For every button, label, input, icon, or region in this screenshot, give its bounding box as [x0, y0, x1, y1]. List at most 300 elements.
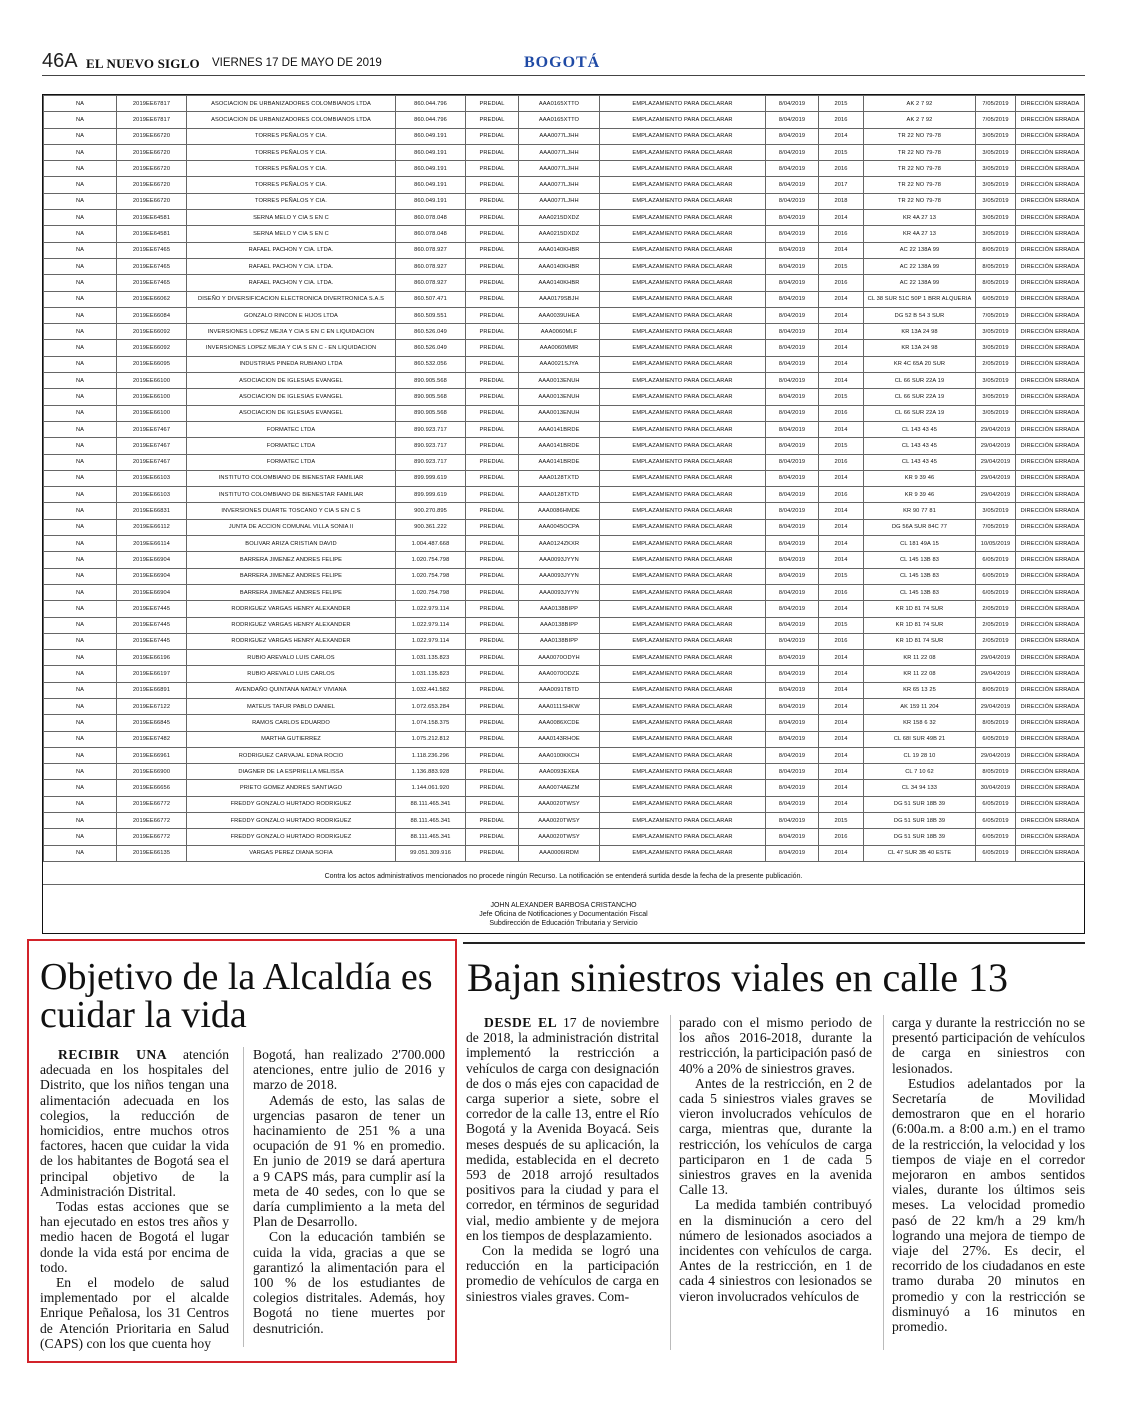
cell-return-reason: DIRECCIÓN ERRADA — [1016, 356, 1085, 372]
cell-id-number: 860.507.471 — [396, 291, 466, 307]
table-row — [44, 813, 1085, 829]
cell-tax-year: 2014 — [819, 780, 864, 796]
cell-act-type: EMPLAZAMIENTO PARA DECLARAR — [600, 747, 766, 763]
cell-id-number: 860.044.796 — [396, 112, 466, 128]
table-row — [44, 470, 1085, 486]
cell-return-reason: DIRECCIÓN ERRADA — [1016, 340, 1085, 356]
cell-return-reason: DIRECCIÓN ERRADA — [1016, 536, 1085, 552]
cell-id-number: 1.031.135.823 — [396, 666, 466, 682]
cell-act-date: 8/04/2019 — [766, 617, 819, 633]
cell-act-date: 8/04/2019 — [766, 503, 819, 519]
cell-act-type: EMPLAZAMIENTO PARA DECLARAR — [600, 438, 766, 454]
cell-return-reason: DIRECCIÓN ERRADA — [1016, 584, 1085, 600]
cell-taxpayer-name: RAFAEL PACHON Y CIA. LTDA. — [187, 258, 396, 274]
cell-act-number: 2019EE66904 — [117, 568, 187, 584]
cell-return-reason: DIRECCIÓN ERRADA — [1016, 633, 1085, 649]
cell-act-type: EMPLAZAMIENTO PARA DECLARAR — [600, 112, 766, 128]
cell-id-number: 1.074.158.375 — [396, 715, 466, 731]
cell-taxpayer-name: MATEUS TAFUR PABLO DANIEL — [187, 698, 396, 714]
cell-act-type: EMPLAZAMIENTO PARA DECLARAR — [600, 731, 766, 747]
cell-act-number: 2019EE66100 — [117, 373, 187, 389]
cell-act-number: 2019EE67467 — [117, 454, 187, 470]
cell-act-date: 8/04/2019 — [766, 813, 819, 829]
cell-act-type: EMPLAZAMIENTO PARA DECLARAR — [600, 487, 766, 503]
cell-tax-year: 2014 — [819, 650, 864, 666]
cell-return-reason: DIRECCIÓN ERRADA — [1016, 324, 1085, 340]
cell-tax-year: 2016 — [819, 829, 864, 845]
cell-address: CL 68I SUR 49B 21 — [864, 731, 976, 747]
cell-return-reason: DIRECCIÓN ERRADA — [1016, 650, 1085, 666]
cell-act-number: 2019EE67445 — [117, 601, 187, 617]
cell-return-reason: DIRECCIÓN ERRADA — [1016, 682, 1085, 698]
cell-act-number: 2019EE66772 — [117, 813, 187, 829]
cell-origin: NA — [44, 633, 117, 649]
cell-taxpayer-name: TORRES PEÑALOS Y CIA. — [187, 161, 396, 177]
cell-origin: NA — [44, 161, 117, 177]
cell-address: CL 66 SUR 22A 19 — [864, 405, 976, 421]
cell-taxpayer-name: DISEÑO Y DIVERSIFICACION ELECTRONICA DIVERTRONICA S.A.S — [187, 291, 396, 307]
cell-return-reason: DIRECCIÓN ERRADA — [1016, 829, 1085, 845]
cell-return-reason: DIRECCIÓN ERRADA — [1016, 226, 1085, 242]
cell-chip: AAA0060MMR — [519, 340, 600, 356]
cell-id-number: 1.020.754.798 — [396, 568, 466, 584]
cell-return-reason: DIRECCIÓN ERRADA — [1016, 438, 1085, 454]
cell-address: TR 22 NO 79-78 — [864, 193, 976, 209]
cell-taxpayer-name: FORMATEC LTDA — [187, 438, 396, 454]
cell-tax-type: PREDIAL — [466, 829, 519, 845]
cell-address: AK 2 7 92 — [864, 96, 976, 112]
paragraph: Bogotá, han realizado 2'700.000 atenciones, entre julio de 2016 y marzo de 2018. — [253, 1047, 445, 1093]
cell-tax-year: 2014 — [819, 845, 864, 861]
table-row — [44, 715, 1085, 731]
cell-return-date: 6/05/2019 — [976, 291, 1016, 307]
cell-id-number: 860.044.796 — [396, 96, 466, 112]
cell-chip: AAA0138BIPP — [519, 633, 600, 649]
cell-chip: AAA0086HMDE — [519, 503, 600, 519]
cell-act-date: 8/04/2019 — [766, 112, 819, 128]
cell-tax-year: 2014 — [819, 291, 864, 307]
column-rule — [883, 1015, 884, 1350]
cell-act-type: EMPLAZAMIENTO PARA DECLARAR — [600, 715, 766, 731]
cell-taxpayer-name: FREDDY GONZALO HURTADO RODRIGUEZ — [187, 813, 396, 829]
cell-chip: AAA0093JYYN — [519, 552, 600, 568]
cell-address: DG 56A SUR 84C 77 — [864, 519, 976, 535]
table-row — [44, 161, 1085, 177]
cell-id-number: 1.118.236.296 — [396, 747, 466, 763]
paragraph: Con la medida se logró una reducción en la participación promedio de vehículos de carga en siniestros viales graves. Com- — [466, 1243, 659, 1304]
cell-tax-year: 2016 — [819, 275, 864, 291]
table-row — [44, 454, 1085, 470]
cell-act-type: EMPLAZAMIENTO PARA DECLARAR — [600, 307, 766, 323]
cell-return-date: 2/05/2019 — [976, 633, 1016, 649]
article-right-headline: Bajan siniestros viales en calle 13 — [467, 955, 1008, 1000]
paragraph: atención adecuada en los hospitales del Distrito, que los niños tengan una alimentación adecuada en los colegios, la reducción de homicidios, entre muchos otros factores, hacen que cuidar la vida de los habitantes de Bogotá sea el principal objetivo de la Administración Distrital. — [40, 1047, 229, 1199]
cell-taxpayer-name: FORMATEC LTDA — [187, 421, 396, 437]
cell-chip: AAA0143RHOE — [519, 731, 600, 747]
table-row — [44, 552, 1085, 568]
cell-act-date: 8/04/2019 — [766, 829, 819, 845]
cell-origin: NA — [44, 552, 117, 568]
cell-id-number: 890.923.717 — [396, 421, 466, 437]
cell-return-reason: DIRECCIÓN ERRADA — [1016, 666, 1085, 682]
cell-return-reason: DIRECCIÓN ERRADA — [1016, 780, 1085, 796]
cell-id-number: 860.049.191 — [396, 177, 466, 193]
cell-tax-year: 2014 — [819, 242, 864, 258]
cell-id-number: 900.270.895 — [396, 503, 466, 519]
cell-act-type: EMPLAZAMIENTO PARA DECLARAR — [600, 242, 766, 258]
cell-act-number: 2019EE66114 — [117, 536, 187, 552]
cell-tax-year: 2015 — [819, 617, 864, 633]
cell-chip: AAA0140KHBR — [519, 242, 600, 258]
cell-id-number: 860.049.191 — [396, 128, 466, 144]
cell-act-date: 8/04/2019 — [766, 356, 819, 372]
cell-act-number: 2019EE66904 — [117, 584, 187, 600]
cell-origin: NA — [44, 487, 117, 503]
cell-id-number: 860.078.927 — [396, 275, 466, 291]
cell-act-date: 8/04/2019 — [766, 470, 819, 486]
cell-act-number: 2019EE67122 — [117, 698, 187, 714]
cell-taxpayer-name: SERNA MELO Y CIA S EN C — [187, 210, 396, 226]
cell-address: TR 22 NO 79-78 — [864, 161, 976, 177]
cell-tax-year: 2014 — [819, 503, 864, 519]
signatory-name: JOHN ALEXANDER BARBOSA CRISTANCHO — [490, 902, 637, 909]
cell-address: KR 9 39 46 — [864, 487, 976, 503]
cell-act-number: 2019EE67482 — [117, 731, 187, 747]
cell-origin: NA — [44, 568, 117, 584]
cell-act-date: 8/04/2019 — [766, 258, 819, 274]
cell-tax-year: 2014 — [819, 682, 864, 698]
cell-act-number: 2019EE66135 — [117, 845, 187, 861]
column-rule — [670, 1015, 671, 1350]
cell-return-date: 29/04/2019 — [976, 666, 1016, 682]
cell-act-number: 2019EE66720 — [117, 128, 187, 144]
cell-act-date: 8/04/2019 — [766, 421, 819, 437]
cell-chip: AAA0039UHEA — [519, 307, 600, 323]
table-row — [44, 747, 1085, 763]
cell-tax-type: PREDIAL — [466, 128, 519, 144]
cell-act-number: 2019EE67467 — [117, 421, 187, 437]
table-row — [44, 650, 1085, 666]
cell-origin: NA — [44, 829, 117, 845]
cell-tax-type: PREDIAL — [466, 715, 519, 731]
cell-chip: AAA0138BIPP — [519, 617, 600, 633]
cell-tax-type: PREDIAL — [466, 601, 519, 617]
cell-tax-type: PREDIAL — [466, 780, 519, 796]
cell-tax-type: PREDIAL — [466, 584, 519, 600]
cell-return-date: 3/05/2019 — [976, 128, 1016, 144]
cell-act-type: EMPLAZAMIENTO PARA DECLARAR — [600, 813, 766, 829]
cell-act-date: 8/04/2019 — [766, 161, 819, 177]
cell-id-number: 860.526.049 — [396, 324, 466, 340]
cell-act-date: 8/04/2019 — [766, 682, 819, 698]
cell-taxpayer-name: BARRERA JIMENEZ ANDRES FELIPE — [187, 584, 396, 600]
cell-return-reason: DIRECCIÓN ERRADA — [1016, 258, 1085, 274]
cell-return-date: 3/05/2019 — [976, 210, 1016, 226]
table-row — [44, 242, 1085, 258]
cell-tax-year: 2015 — [819, 258, 864, 274]
cell-origin: NA — [44, 324, 117, 340]
cell-tax-type: PREDIAL — [466, 389, 519, 405]
cell-act-type: EMPLAZAMIENTO PARA DECLARAR — [600, 258, 766, 274]
cell-act-number: 2019EE66095 — [117, 356, 187, 372]
cell-tax-year: 2016 — [819, 584, 864, 600]
cell-chip: AAA0013ENUH — [519, 405, 600, 421]
cell-taxpayer-name: RODRIGUEZ CARVAJAL EDNA ROCIO — [187, 747, 396, 763]
cell-tax-type: PREDIAL — [466, 226, 519, 242]
cell-tax-type: PREDIAL — [466, 519, 519, 535]
article-right-col-1 — [466, 1015, 659, 1304]
cell-return-reason: DIRECCIÓN ERRADA — [1016, 144, 1085, 160]
cell-act-number: 2019EE66656 — [117, 780, 187, 796]
cell-address: CL 66 SUR 22A 19 — [864, 389, 976, 405]
cell-return-reason: DIRECCIÓN ERRADA — [1016, 291, 1085, 307]
cell-act-type: EMPLAZAMIENTO PARA DECLARAR — [600, 421, 766, 437]
cell-origin: NA — [44, 258, 117, 274]
cell-act-date: 8/04/2019 — [766, 340, 819, 356]
cell-origin: NA — [44, 764, 117, 780]
cell-act-number: 2019EE67467 — [117, 438, 187, 454]
cell-address: CL 66 SUR 22A 19 — [864, 373, 976, 389]
lead-word: DESDE EL — [484, 1015, 558, 1030]
cell-tax-year: 2015 — [819, 568, 864, 584]
cell-chip: AAA0124ZKXR — [519, 536, 600, 552]
cell-return-date: 3/05/2019 — [976, 193, 1016, 209]
cell-act-type: EMPLAZAMIENTO PARA DECLARAR — [600, 650, 766, 666]
cell-act-number: 2019EE67445 — [117, 633, 187, 649]
table-row — [44, 128, 1085, 144]
cell-return-reason: DIRECCIÓN ERRADA — [1016, 747, 1085, 763]
cell-id-number: 890.923.717 — [396, 438, 466, 454]
cell-address: KR 11 22 08 — [864, 666, 976, 682]
cell-chip: AAA0141BRDE — [519, 454, 600, 470]
cell-id-number: 1.004.487.668 — [396, 536, 466, 552]
signature-block — [43, 901, 1084, 928]
cell-origin: NA — [44, 845, 117, 861]
cell-taxpayer-name: INSTITUTO COLOMBIANO DE BIENESTAR FAMILIAR — [187, 487, 396, 503]
cell-act-date: 8/04/2019 — [766, 389, 819, 405]
cell-id-number: 1.031.135.823 — [396, 650, 466, 666]
cell-return-date: 6/05/2019 — [976, 584, 1016, 600]
cell-address: AC 22 138A 99 — [864, 258, 976, 274]
cell-act-type: EMPLAZAMIENTO PARA DECLARAR — [600, 536, 766, 552]
cell-act-date: 8/04/2019 — [766, 650, 819, 666]
cell-id-number: 1.022.979.114 — [396, 601, 466, 617]
cell-act-type: EMPLAZAMIENTO PARA DECLARAR — [600, 568, 766, 584]
cell-origin: NA — [44, 144, 117, 160]
cell-address: CL 145 13B 83 — [864, 568, 976, 584]
cell-origin: NA — [44, 242, 117, 258]
paragraph: Con la educación también se cuida la vida, gracias a que se garantizó la alimentación para el 100 % de los estudiantes de colegios distritales. Además, hoy Bogotá no tiene muertes por desnutrición. — [253, 1229, 445, 1336]
cell-act-type: EMPLAZAMIENTO PARA DECLARAR — [600, 210, 766, 226]
cell-return-reason: DIRECCIÓN ERRADA — [1016, 177, 1085, 193]
table-row — [44, 633, 1085, 649]
cell-act-number: 2019EE66891 — [117, 682, 187, 698]
cell-tax-type: PREDIAL — [466, 275, 519, 291]
cell-tax-year: 2016 — [819, 226, 864, 242]
cell-return-reason: DIRECCIÓN ERRADA — [1016, 405, 1085, 421]
cell-act-date: 8/04/2019 — [766, 731, 819, 747]
cell-return-date: 3/05/2019 — [976, 340, 1016, 356]
cell-origin: NA — [44, 747, 117, 763]
cell-return-date: 3/05/2019 — [976, 144, 1016, 160]
cell-origin: NA — [44, 536, 117, 552]
cell-return-reason: DIRECCIÓN ERRADA — [1016, 519, 1085, 535]
cell-tax-year: 2016 — [819, 454, 864, 470]
table-row — [44, 177, 1085, 193]
cell-tax-year: 2014 — [819, 747, 864, 763]
paragraph: La medida también contribuyó en la disminución a cero del número de lesionados asociados a incidentes con vehículos de carga. Antes de la restricción, en 1 de cada 4 siniestros con lesionados se vieron involucrados vehículos de — [679, 1197, 872, 1304]
cell-return-date: 6/05/2019 — [976, 845, 1016, 861]
cell-act-number: 2019EE66904 — [117, 552, 187, 568]
cell-tax-type: PREDIAL — [466, 796, 519, 812]
cell-act-date: 8/04/2019 — [766, 519, 819, 535]
cell-tax-type: PREDIAL — [466, 177, 519, 193]
cell-id-number: 860.526.049 — [396, 340, 466, 356]
cell-origin: NA — [44, 291, 117, 307]
cell-act-type: EMPLAZAMIENTO PARA DECLARAR — [600, 389, 766, 405]
cell-id-number: 860.049.191 — [396, 144, 466, 160]
cell-act-date: 8/04/2019 — [766, 633, 819, 649]
cell-address: TR 22 NO 79-78 — [864, 128, 976, 144]
cell-tax-year: 2014 — [819, 601, 864, 617]
cell-taxpayer-name: RODRIGUEZ VARGAS HENRY ALEXANDER — [187, 633, 396, 649]
cell-taxpayer-name: AVENDAÑO QUINTANA NATALY VIVIANA — [187, 682, 396, 698]
cell-taxpayer-name: TORRES PEÑALOS Y CIA. — [187, 128, 396, 144]
cell-origin: NA — [44, 584, 117, 600]
cell-return-date: 3/05/2019 — [976, 226, 1016, 242]
cell-address: AK 159 11 204 — [864, 698, 976, 714]
cell-origin: NA — [44, 780, 117, 796]
cell-taxpayer-name: VARGAS PEREZ DIANA SOFIA — [187, 845, 396, 861]
paragraph: En el modelo de salud implementado por el alcalde Enrique Peñalosa, los 31 Centros de Atención Prioritaria en Salud (CAPS) con los que cuenta hoy — [40, 1275, 229, 1351]
cell-act-number: 2019EE66103 — [117, 487, 187, 503]
cell-origin: NA — [44, 226, 117, 242]
cell-return-date: 7/05/2019 — [976, 112, 1016, 128]
cell-origin: NA — [44, 617, 117, 633]
column-rule — [243, 1047, 244, 1347]
cell-address: AC 22 138A 99 — [864, 242, 976, 258]
cell-return-date: 6/05/2019 — [976, 796, 1016, 812]
cell-return-date: 3/05/2019 — [976, 324, 1016, 340]
cell-act-date: 8/04/2019 — [766, 291, 819, 307]
cell-tax-type: PREDIAL — [466, 698, 519, 714]
cell-act-type: EMPLAZAMIENTO PARA DECLARAR — [600, 291, 766, 307]
table-row — [44, 845, 1085, 861]
cell-act-type: EMPLAZAMIENTO PARA DECLARAR — [600, 666, 766, 682]
table-row — [44, 356, 1085, 372]
cell-return-date: 29/04/2019 — [976, 650, 1016, 666]
table-row — [44, 438, 1085, 454]
cell-act-type: EMPLAZAMIENTO PARA DECLARAR — [600, 601, 766, 617]
cell-act-type: EMPLAZAMIENTO PARA DECLARAR — [600, 454, 766, 470]
cell-tax-year: 2014 — [819, 698, 864, 714]
cell-return-reason: DIRECCIÓN ERRADA — [1016, 764, 1085, 780]
cell-tax-year: 2014 — [819, 340, 864, 356]
cell-tax-type: PREDIAL — [466, 747, 519, 763]
cell-chip: AAA0077LJHH — [519, 193, 600, 209]
paragraph: Antes de la restricción, en 2 de cada 5 siniestros viales graves se vieron involucrados vehículos de carga, mientras que, durante la restricción, los vehículos de carga participaron en 1 de cada 5 siniestros graves en la avenida Calle 13. — [679, 1075, 872, 1198]
cell-tax-year: 2018 — [819, 193, 864, 209]
cell-tax-year: 2014 — [819, 666, 864, 682]
table-row — [44, 373, 1085, 389]
cell-tax-year: 2016 — [819, 633, 864, 649]
cell-taxpayer-name: GONZALO RINCON E HIJOS LTDA — [187, 307, 396, 323]
cell-tax-year: 2014 — [819, 552, 864, 568]
table-row — [44, 210, 1085, 226]
cell-id-number: 1.022.979.114 — [396, 617, 466, 633]
cell-id-number: 1.032.441.582 — [396, 682, 466, 698]
cell-act-type: EMPLAZAMIENTO PARA DECLARAR — [600, 682, 766, 698]
cell-act-number: 2019EE64581 — [117, 226, 187, 242]
cell-tax-type: PREDIAL — [466, 503, 519, 519]
cell-address: CL 181 49A 15 — [864, 536, 976, 552]
table-row — [44, 698, 1085, 714]
section-title: BOGOTÁ — [524, 54, 601, 71]
cell-address: CL 19 28 10 — [864, 747, 976, 763]
cell-tax-type: PREDIAL — [466, 421, 519, 437]
cell-chip: AAA0215DXDZ — [519, 210, 600, 226]
cell-return-reason: DIRECCIÓN ERRADA — [1016, 715, 1085, 731]
newspaper-name: EL NUEVO SIGLO — [86, 56, 200, 71]
table-row — [44, 536, 1085, 552]
table-row — [44, 780, 1085, 796]
cell-taxpayer-name: ASOCIACION DE IGLESIAS EVANGEL — [187, 389, 396, 405]
cell-act-number: 2019EE66961 — [117, 747, 187, 763]
cell-taxpayer-name: RODRIGUEZ VARGAS HENRY ALEXANDER — [187, 601, 396, 617]
cell-address: KR 13A 24 98 — [864, 340, 976, 356]
cell-tax-year: 2014 — [819, 519, 864, 535]
issue-date: VIERNES 17 DE MAYO DE 2019 — [212, 57, 382, 69]
cell-taxpayer-name: FORMATEC LTDA — [187, 454, 396, 470]
cell-act-date: 8/04/2019 — [766, 568, 819, 584]
article-left-col-1 — [40, 1047, 229, 1351]
cell-id-number: 860.078.048 — [396, 210, 466, 226]
cell-act-date: 8/04/2019 — [766, 307, 819, 323]
cell-address: CL 34 94 133 — [864, 780, 976, 796]
cell-chip: AAA0093EXEA — [519, 764, 600, 780]
cell-chip: AAA0074AEZM — [519, 780, 600, 796]
cell-act-type: EMPLAZAMIENTO PARA DECLARAR — [600, 845, 766, 861]
cell-chip: AAA0020TWSY — [519, 813, 600, 829]
cell-taxpayer-name: PRIETO GOMEZ ANDRES SANTIAGO — [187, 780, 396, 796]
cell-return-date: 7/05/2019 — [976, 519, 1016, 535]
cell-act-date: 8/04/2019 — [766, 96, 819, 112]
cell-chip: AAA0021SJYA — [519, 356, 600, 372]
cell-id-number: 890.905.568 — [396, 405, 466, 421]
legal-notice — [42, 94, 1085, 934]
cell-act-date: 8/04/2019 — [766, 487, 819, 503]
cell-return-reason: DIRECCIÓN ERRADA — [1016, 210, 1085, 226]
cell-act-type: EMPLAZAMIENTO PARA DECLARAR — [600, 519, 766, 535]
cell-id-number: 88.111.465.341 — [396, 796, 466, 812]
cell-tax-type: PREDIAL — [466, 291, 519, 307]
cell-origin: NA — [44, 112, 117, 128]
cell-act-date: 8/04/2019 — [766, 698, 819, 714]
cell-tax-year: 2016 — [819, 405, 864, 421]
cell-taxpayer-name: ASOCIACION DE URBANIZADORES COLOMBIANOS LTDA — [187, 96, 396, 112]
cell-act-type: EMPLAZAMIENTO PARA DECLARAR — [600, 177, 766, 193]
cell-return-reason: DIRECCIÓN ERRADA — [1016, 845, 1085, 861]
cell-taxpayer-name: ASOCIACION DE URBANIZADORES COLOMBIANOS LTDA — [187, 112, 396, 128]
cell-chip: AAA0006IRDM — [519, 845, 600, 861]
cell-address: KR 1D 81 74 SUR — [864, 617, 976, 633]
article-divider — [463, 942, 1085, 944]
cell-origin: NA — [44, 813, 117, 829]
table-row — [44, 568, 1085, 584]
cell-return-reason: DIRECCIÓN ERRADA — [1016, 796, 1085, 812]
cell-address: KR 90 77 81 — [864, 503, 976, 519]
table-row — [44, 291, 1085, 307]
